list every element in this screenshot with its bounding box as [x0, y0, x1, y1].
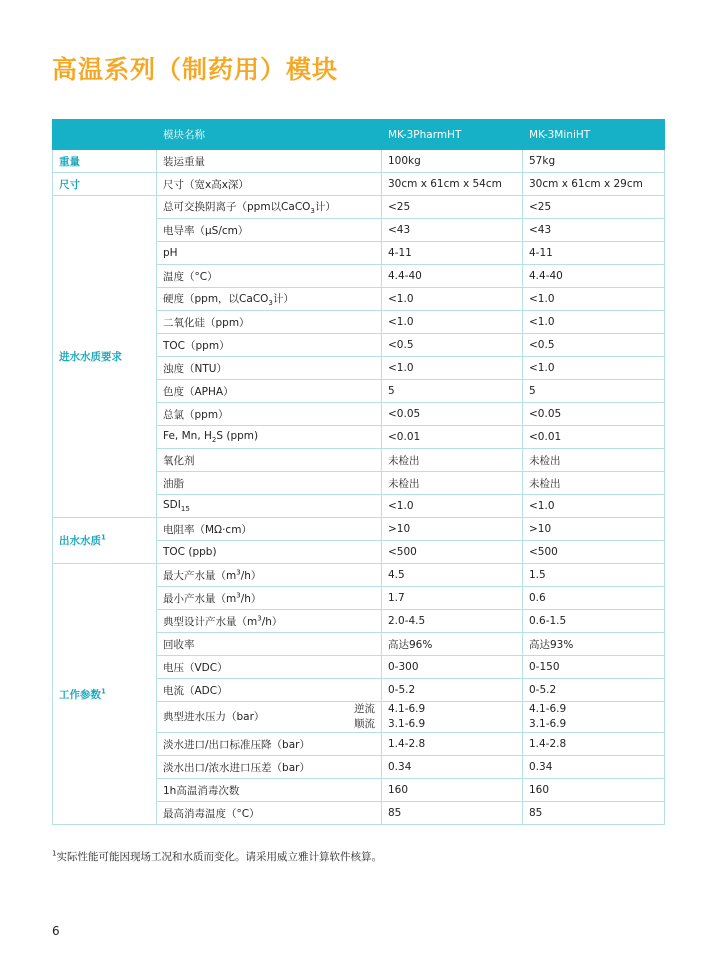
row-label: 淡水进口/出口标准压降（bar）: [157, 733, 382, 756]
value-miniht: 未检出: [523, 472, 665, 495]
value-pharmht: 高达96%: [382, 633, 523, 656]
label-subscript: 3: [310, 207, 315, 216]
value-pharmht: 0-300: [382, 656, 523, 679]
table-row: [53, 518, 665, 541]
table-row: [53, 564, 665, 587]
value-pharmht: <1.0: [382, 288, 523, 311]
value-pharmht: 4-11: [382, 242, 523, 265]
value-miniht: 未检出: [523, 449, 665, 472]
label-text: 计）: [314, 200, 336, 213]
value-miniht: <1.0: [523, 357, 665, 380]
value-pharmht: 5: [382, 380, 523, 403]
row-label: TOC (ppb): [157, 541, 382, 564]
row-label: 氧化剂: [157, 449, 382, 472]
category-feed-water: 进水水质要求: [53, 196, 157, 518]
row-label: 电流（ADC）: [157, 679, 382, 702]
value-line: 4.1-6.9: [529, 703, 567, 715]
label-text: 硬度（ppm，以CaCO: [163, 292, 269, 305]
row-label: 1h高温消毒次数: [157, 779, 382, 802]
value-pharmht: <43: [382, 219, 523, 242]
row-label: 电压（VDC）: [157, 656, 382, 679]
footnote-text: 实际性能可能因现场工况和水质而变化。请采用威立雅计算软件核算。: [56, 851, 382, 863]
value-miniht: 0.6-1.5: [523, 610, 665, 633]
label-text: /h）: [240, 569, 262, 582]
value-miniht: <25: [523, 196, 665, 219]
value-miniht: 0-150: [523, 656, 665, 679]
value-pharmht: 未检出: [382, 472, 523, 495]
mode-co-flow: 顺流: [354, 718, 375, 730]
value-pharmht: 4.5: [382, 564, 523, 587]
row-label: 温度（°C）: [157, 265, 382, 288]
table-header-row: [53, 120, 665, 150]
value-miniht: 0.6: [523, 587, 665, 610]
label-text: SDI: [163, 498, 181, 511]
row-label: 回收率: [157, 633, 382, 656]
value-pharmht: <1.0: [382, 311, 523, 334]
row-label: [157, 702, 382, 733]
row-label: [157, 426, 382, 449]
table-row: [53, 150, 665, 173]
category-label: 工作参数: [59, 688, 101, 701]
value-miniht: 30cm x 61cm x 29cm: [523, 173, 665, 196]
label-superscript: 3: [257, 614, 262, 622]
value-pharmht: 1.7: [382, 587, 523, 610]
value-pharmht: 85: [382, 802, 523, 825]
value-line: 3.1-6.9: [529, 718, 567, 730]
page-number: 6: [52, 924, 60, 938]
value-pharmht: >10: [382, 518, 523, 541]
label-subscript: 2: [211, 436, 217, 445]
row-label: 浊度（NTU）: [157, 357, 382, 380]
value-pharmht: <0.01: [382, 426, 523, 449]
value-pharmht: 0-5.2: [382, 679, 523, 702]
footnote-marker: 1: [101, 687, 106, 695]
row-label: [157, 610, 382, 633]
value-miniht: <500: [523, 541, 665, 564]
value-miniht: 5: [523, 380, 665, 403]
value-pharmht: 2.0-4.5: [382, 610, 523, 633]
value-miniht: <0.05: [523, 403, 665, 426]
footnote: [52, 849, 382, 864]
value-miniht: [523, 702, 665, 733]
category-product-water: [53, 518, 157, 564]
value-pharmht: [382, 702, 523, 733]
label-text: Fe, Mn, H: [163, 429, 212, 442]
value-miniht: 4-11: [523, 242, 665, 265]
value-pharmht: 4.4-40: [382, 265, 523, 288]
mode-counter-flow: 逆流: [354, 703, 375, 715]
value-pharmht: 160: [382, 779, 523, 802]
row-label: 最高消毒温度（°C）: [157, 802, 382, 825]
footnote-marker: 1: [52, 849, 57, 858]
value-miniht: <43: [523, 219, 665, 242]
value-miniht: 1.4-2.8: [523, 733, 665, 756]
header-model-miniht: MK-3MiniHT: [523, 120, 665, 150]
label-superscript: 3: [236, 568, 241, 576]
header-blank: [53, 120, 157, 150]
label-text: 最大产水量（m: [163, 569, 237, 582]
value-miniht: 4.4-40: [523, 265, 665, 288]
row-label: [157, 495, 382, 518]
row-label: 装运重量: [157, 150, 382, 173]
category-label: 出水水质: [59, 535, 101, 547]
label-superscript: 3: [236, 591, 241, 599]
row-label: [157, 196, 382, 219]
row-label: 油脂: [157, 472, 382, 495]
flow-modes: [354, 702, 375, 732]
value-pharmht: <0.5: [382, 334, 523, 357]
value-miniht: <0.01: [523, 426, 665, 449]
spec-table: [52, 119, 665, 825]
value-miniht: 160: [523, 779, 665, 802]
label-text: /h）: [261, 615, 283, 628]
value-miniht: 57kg: [523, 150, 665, 173]
row-label: 总氯（ppm）: [157, 403, 382, 426]
value-line: 4.1-6.9: [388, 703, 426, 715]
row-label: [157, 288, 382, 311]
row-label: [157, 564, 382, 587]
table-row: [53, 173, 665, 196]
value-line: 3.1-6.9: [388, 718, 426, 730]
value-miniht: <0.5: [523, 334, 665, 357]
value-pharmht: <0.05: [382, 403, 523, 426]
label-text: 典型设计产水量（m: [163, 615, 258, 628]
value-miniht: <1.0: [523, 288, 665, 311]
label-text: 典型进水压力（bar）: [163, 710, 265, 723]
category-size: 尺寸: [53, 173, 157, 196]
page-title: 高温系列（制药用）模块: [52, 55, 339, 84]
row-label: 二氧化硅（ppm）: [157, 311, 382, 334]
value-miniht: <1.0: [523, 495, 665, 518]
value-pharmht: 100kg: [382, 150, 523, 173]
row-label: 淡水出口/浓水进口压差（bar）: [157, 756, 382, 779]
footnote-marker: 1: [101, 533, 106, 542]
value-miniht: <1.0: [523, 311, 665, 334]
label-text: S (ppm): [216, 429, 259, 442]
value-pharmht: <500: [382, 541, 523, 564]
value-miniht: 高达93%: [523, 633, 665, 656]
table-row: [53, 196, 665, 219]
value-miniht: 85: [523, 802, 665, 825]
value-pharmht: 1.4-2.8: [382, 733, 523, 756]
row-label: TOC（ppm）: [157, 334, 382, 357]
label-text: /h）: [240, 592, 262, 605]
value-pharmht: <1.0: [382, 357, 523, 380]
category-operating: [53, 564, 157, 825]
value-miniht: 0-5.2: [523, 679, 665, 702]
value-miniht: >10: [523, 518, 665, 541]
value-pharmht: 0.34: [382, 756, 523, 779]
value-pharmht: 30cm x 61cm x 54cm: [382, 173, 523, 196]
value-miniht: 0.34: [523, 756, 665, 779]
value-pharmht: 未检出: [382, 449, 523, 472]
label-text: 总可交换阴离子（ppm以CaCO: [163, 200, 311, 213]
label-text: 计）: [272, 292, 294, 305]
row-label: pH: [157, 242, 382, 265]
row-label: 色度（APHA）: [157, 380, 382, 403]
value-miniht: 1.5: [523, 564, 665, 587]
category-weight: 重量: [53, 150, 157, 173]
label-text: 最小产水量（m: [163, 592, 237, 605]
value-pharmht: <1.0: [382, 495, 523, 518]
row-label: 尺寸（宽x高x深）: [157, 173, 382, 196]
header-model-pharmht: MK-3PharmHT: [382, 120, 523, 150]
row-label: [157, 587, 382, 610]
row-label: 电阻率（MΩ·cm）: [157, 518, 382, 541]
header-module-name: 模块名称: [157, 120, 382, 150]
row-label: 电导率（μS/cm）: [157, 219, 382, 242]
value-pharmht: <25: [382, 196, 523, 219]
label-subscript: 3: [268, 299, 273, 308]
label-subscript: 15: [180, 505, 190, 514]
